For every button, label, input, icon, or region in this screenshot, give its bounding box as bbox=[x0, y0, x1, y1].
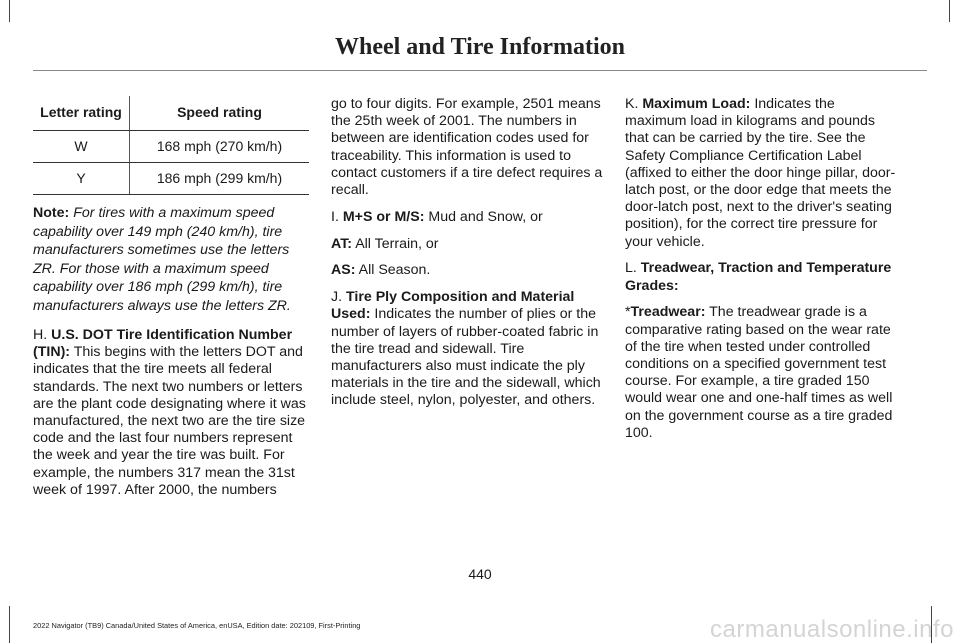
section-i-text: Mud and Snow, or bbox=[428, 208, 543, 225]
section-k-prefix: K. bbox=[625, 96, 639, 112]
all-season-label: AS: bbox=[331, 262, 356, 279]
section-h-continued: go to four digits. For example, 2501 means the 25th week of 2001. The numbers in between are identification codes used for traceability. This information is used to contact customers if a tire defect requires a recall. bbox=[331, 96, 603, 199]
all-season-text: All Season. bbox=[358, 262, 431, 279]
section-h-label: U.S. DOT Tire Identification Number (TIN): bbox=[33, 327, 293, 361]
letter-rating-cell: Y bbox=[33, 163, 130, 195]
section-j-prefix: J. bbox=[331, 289, 343, 306]
column-3 bbox=[625, 96, 897, 452]
column-header-speed-rating: Speed rating bbox=[130, 96, 310, 131]
table-header-row bbox=[33, 96, 309, 131]
page-title: Wheel and Tire Information bbox=[334, 34, 626, 60]
edition-footer: 2022 Navigator (TB9) Canada/United States of America, enUSA, Edition date: 202109, First-Printing bbox=[33, 621, 361, 630]
speed-rating-cell: 186 mph (299 km/h) bbox=[130, 163, 310, 195]
treadwear-prefix: * bbox=[625, 304, 631, 321]
speed-rating-cell: 168 mph (270 km/h) bbox=[130, 131, 310, 163]
section-j-text: Indicates the number of plies or the number of layers of rubber-coated fabric in the tire tread and sidewall. Tire manufacturers also must indicate the ply materials in the tire and the sidewall, which include steel, nylon, polyester, and others. bbox=[331, 306, 601, 409]
table-row bbox=[33, 163, 309, 195]
note-paragraph bbox=[33, 204, 310, 315]
page-number: 440 bbox=[468, 566, 492, 582]
section-h-prefix: H. bbox=[33, 327, 48, 343]
treadwear-text: The treadwear grade is a comparative rating based on the wear rate of the tire when tested under controlled conditions on a specified government test course. For example, a tire graded 150 would wear one and one-half times as well on the government course as a tire graded 100. bbox=[625, 304, 893, 441]
treadwear-label: Treadwear: bbox=[630, 304, 706, 321]
section-l-paragraph bbox=[625, 260, 897, 294]
section-h-text: This begins with the letters DOT and indicates that the tire meets all federal standards. The next two numbers or letters are the plant code designating where it was manufactured, the next two are the tire size code and the last four numbers represent the week and year the tire was built. For example, the numbers 317 mean the 31st week of 1997. After 2000, the numbers bbox=[33, 344, 306, 498]
all-terrain-label: AT: bbox=[331, 235, 353, 252]
section-k-text: Indicates the maximum load in kilograms and pounds that can be carried by the tire. See the Safety Compliance Certification Label (affixed to either the door hinge pillar, door-latch post, or the door edge that meets the door-latch post, next to the driver's seating position), for the correct tire pressure for your vehicle. bbox=[625, 96, 896, 250]
section-k-label: Maximum Load: bbox=[642, 96, 751, 112]
section-k-paragraph bbox=[625, 96, 897, 251]
note-text: For tires with a maximum speed capability over 149 mph (240 km/h), tire manufacturers sometimes use the letters ZR. For those with a maximum speed capability over 186 mph (299 km/h), tire manufacturers always use the letters ZR. bbox=[33, 205, 291, 314]
crop-mark-bottom-left bbox=[9, 606, 10, 643]
column-2 bbox=[331, 96, 603, 419]
column-1 bbox=[33, 96, 310, 509]
all-terrain-text: All Terrain, or bbox=[355, 235, 439, 252]
section-i-label: M+S or M/S: bbox=[342, 208, 425, 225]
table-row bbox=[33, 131, 309, 163]
letter-rating-cell: W bbox=[33, 131, 130, 163]
all-season-paragraph bbox=[331, 262, 603, 279]
section-i-paragraph bbox=[331, 209, 603, 226]
speed-rating-table bbox=[33, 96, 309, 195]
column-header-letter-rating: Letter rating bbox=[33, 96, 130, 131]
note-label: Note: bbox=[33, 205, 70, 221]
watermark: carmanualsonline.info bbox=[710, 616, 954, 643]
section-i-prefix: I. bbox=[331, 208, 339, 225]
section-j-paragraph bbox=[331, 289, 603, 409]
section-j-label: Tire Ply Composition and Material Used: bbox=[331, 289, 575, 323]
crop-mark-top-right bbox=[949, 0, 950, 22]
header-divider bbox=[33, 70, 927, 71]
treadwear-paragraph bbox=[625, 304, 897, 442]
section-l-label: Treadwear, Traction and Temperature Grades: bbox=[625, 260, 892, 294]
crop-mark-top-left bbox=[9, 0, 10, 22]
section-l-prefix: L. bbox=[625, 260, 637, 277]
all-terrain-paragraph bbox=[331, 236, 603, 253]
section-h-paragraph bbox=[33, 327, 310, 499]
